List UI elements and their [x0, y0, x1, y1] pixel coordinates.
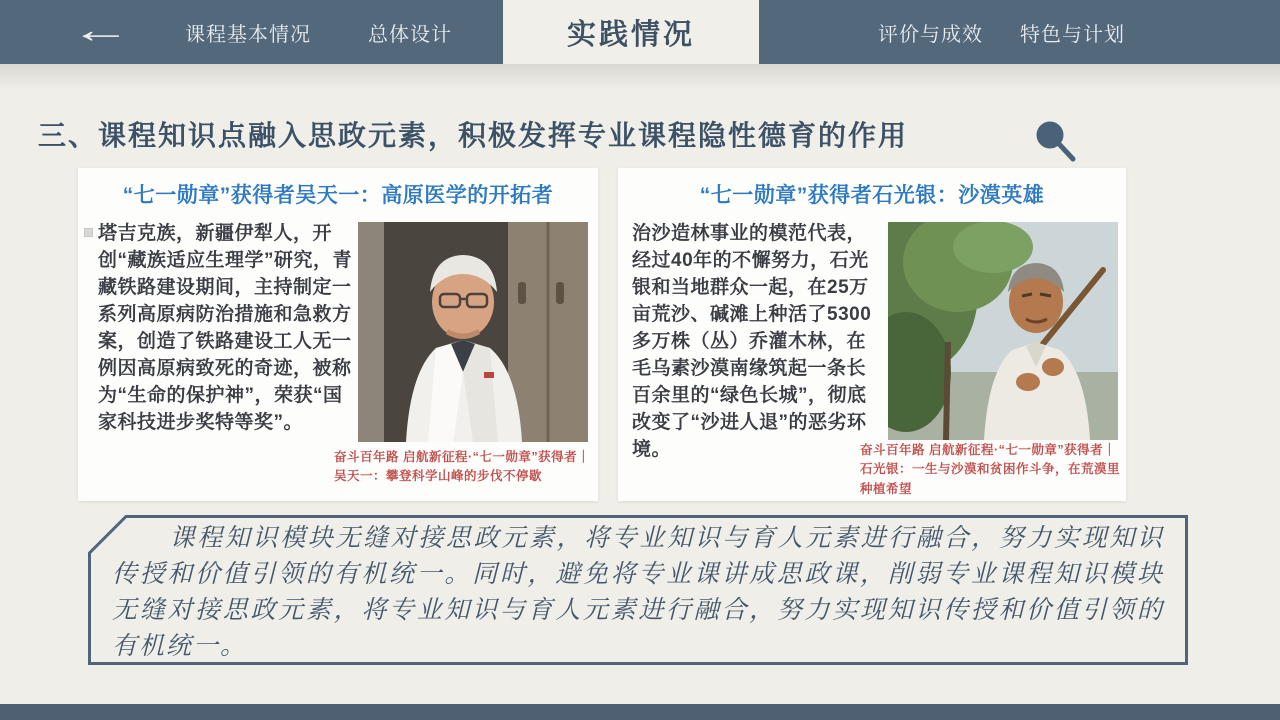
- tab-features-plan[interactable]: 特色与计划: [1020, 23, 1125, 46]
- page-title: 三、课程知识点融入思政元素，积极发挥专业课程隐性德育的作用: [38, 120, 909, 151]
- bullet-square-icon: [84, 228, 93, 237]
- magnifier-icon: [1032, 118, 1078, 164]
- tab-practice-active[interactable]: 实践情况: [503, 0, 759, 64]
- summary-box: [88, 515, 1188, 665]
- card-heading: “七一勋章”获得者吴天一：高原医学的开拓者: [122, 184, 554, 207]
- card-body-text: 塔吉克族，新疆伊犁人，开创“藏族适应生理学”研究，青藏铁路建设期间，主持制定一系列高原病防治措施和急救方案，创造了铁路建设工人无一例因高原病致死的奇迹，被称为“生命的保护神”，荣获“国家科技进步奖特等奖”。: [98, 223, 353, 433]
- footer-bar: [0, 704, 1280, 720]
- summary-text: 课程知识模块无缝对接思政元素，将专业知识与育人元素进行融合，努力实现知识传授和价值引领的有机统一。同时，避免将专业课讲成思政课，削弱专业课程知识模块无缝对接思政元素，将专业知识与育人元素进行融合，努力实现知识传授和价值引领的有机统一。: [112, 523, 1164, 660]
- photo-caption: 奋斗百年路 启航新征程·“七一勋章”获得者｜吴天一：攀登科学山峰的步伐不停歇: [334, 450, 591, 484]
- back-arrow-icon[interactable]: ←: [70, 9, 132, 50]
- tab-evaluation[interactable]: 评价与成效: [878, 23, 983, 46]
- card-shi-guangyin: [618, 168, 1126, 501]
- card-wu-tianyi: [78, 168, 598, 501]
- card-body-text: 治沙造林事业的模范代表，经过40年的不懈努力，石光银和当地群众一起，在25万亩荒沙、碱滩上种活了5300多万株（丛）乔灌木林，在毛乌素沙漠南缘筑起一条长百余里的“绿色长城”，彻底改变了“沙进人退”的恶劣环境。: [632, 223, 872, 460]
- topbar-shadow: [0, 64, 1280, 90]
- photo-caption: 奋斗百年路 启航新征程·“七一勋章”获得者｜石光银：一生与沙漠和贫困作斗争，在荒漠里种植希望: [860, 443, 1121, 496]
- photo-wu-tianyi: [358, 222, 588, 442]
- tab-course-basics[interactable]: 课程基本情况: [185, 23, 311, 46]
- photo-shi-guangyin: [888, 222, 1118, 440]
- card-heading: “七一勋章”获得者石光银：沙漠英雄: [699, 184, 1045, 207]
- tab-overall-design[interactable]: 总体设计: [368, 23, 452, 46]
